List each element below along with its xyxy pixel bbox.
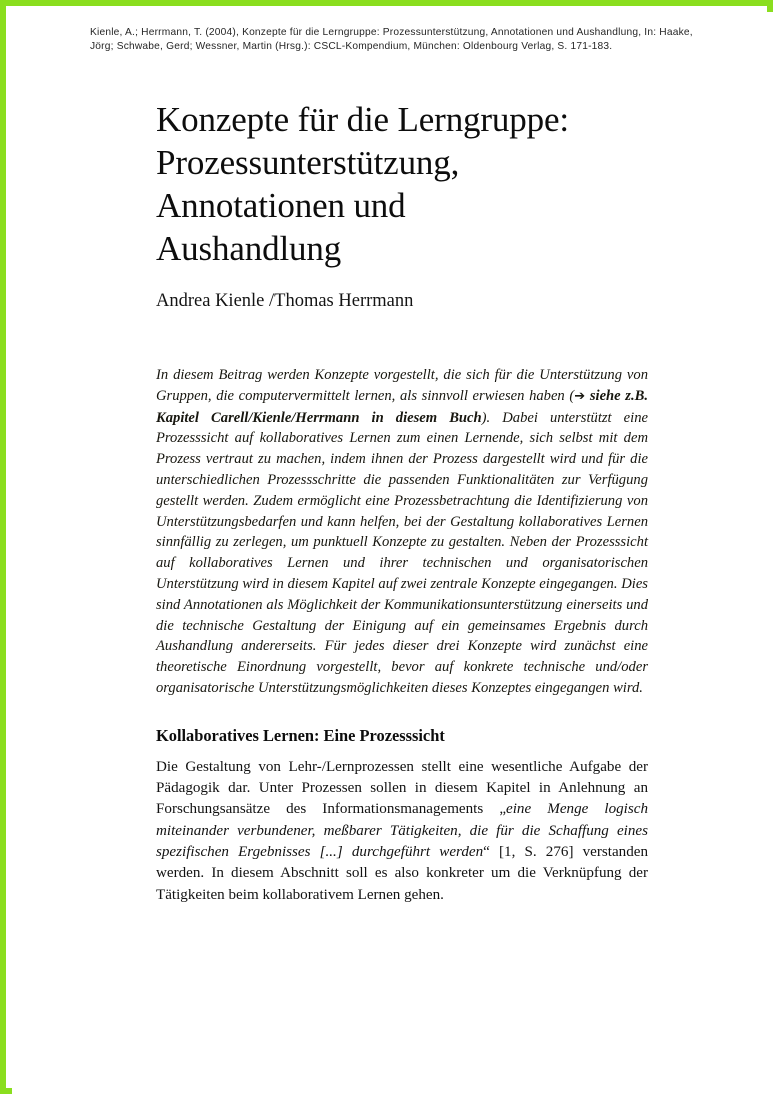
abstract-paragraph <box>156 365 648 699</box>
document-text-column <box>156 98 648 906</box>
title-line-4: Aushandlung <box>156 229 342 268</box>
body-text-part-1: Die Gestaltung von Lehr-/Lernprozessen stellt eine wesentliche Aufgabe der Pädagogik dar. Unter Prozessen sollen in diesem Kapitel in Anlehnung an Forschungsansätze des Informationsmanagements „ <box>156 758 648 818</box>
abstract-text-part-2: ). Dabei unterstützt eine Prozesssicht auf kollaboratives Lernen zum einen Lernende, sich selbst mit dem Prozess vertraut zu machen, indem ihnen der Prozess dargestellt wird und für die unterschiedlichen Prozessschritte die passenden Funktionalitäten zur Verfügung gestellt werden. Zudem ermöglicht eine Prozessbetrachtung die Identifizierung von Unterstützungsbedarfen und kann helfen, bei der Gestaltung kollaboratives Lernen sinnfällig zu zerlegen, um punktuell Konzepte zu gestalten. Neben der Prozesssicht auf kollaboratives Lernen und ihrer technischen und organisatorischen Unterstützung wird in diesem Kapitel auf zwei zentrale Konzepte eingegangen. Dies sind Annotationen als Möglichkeit der Kommunikationsunterstützung einerseits und die technische Gestaltung der Einigung auf ein gemeinsames Ergebnis durch Aushandlung andererseits. Für jedes dieser drei Konzepte wird zunächst eine theoretische Einordnung vorgestellt, bevor auf konkrete technische und/oder organisatorische Unterstützungsmöglichkeiten dieses Konzeptes eingegangen wird. <box>156 409 648 696</box>
page-title <box>156 98 648 270</box>
section-body-paragraph <box>156 757 648 906</box>
title-line-2: Prozessunterstützung, <box>156 143 460 182</box>
abstract-text-part-1: In diesem Beitrag werden Konzepte vorgestellt, die sich für die Unterstützung von Gruppen, die computervermittelt lernen, als sinnvoll erwiesen haben ( <box>156 367 648 404</box>
arrow-right-icon: ➔ <box>574 388 586 404</box>
body-quoted-definition: eine Menge logisch miteinander verbundener, meßbarer Tätigkeiten, die für die Schaffung eines spezifischen Ergebnisses [...] durchgeführt werden <box>156 801 648 860</box>
author-line: Andrea Kienle /Thomas Herrmann <box>156 291 414 311</box>
abstract-bold-reference: siehe z.B. Kapitel Carell/Kienle/Herrmann in diesem Buch <box>156 387 649 426</box>
body-text-part-2: “ [1, S. 276] verstanden werden. In diesem Abschnitt soll es also konkreter um die Verknüpfung der Tätigkeiten beim kollaborativem Lernen gehen. <box>156 843 649 903</box>
title-line-1: Konzepte für die Lerngruppe: <box>156 100 569 139</box>
page-canvas <box>12 12 773 1094</box>
section-heading: Kollaboratives Lernen: Eine Prozesssicht <box>156 725 445 745</box>
title-line-3: Annotationen und <box>156 186 406 225</box>
bibliographic-citation: Kienle, A.; Herrmann, T. (2004), Konzepte für die Lerngruppe: Prozessunterstützung, Annotationen und Aushandlung, In: Haake, Jörg; Schwabe, Gerd; Wessner, Martin (Hrsg.): CSCL-Kompendium, München: Oldenbourg Verlag, S. 171-183. <box>90 27 693 53</box>
